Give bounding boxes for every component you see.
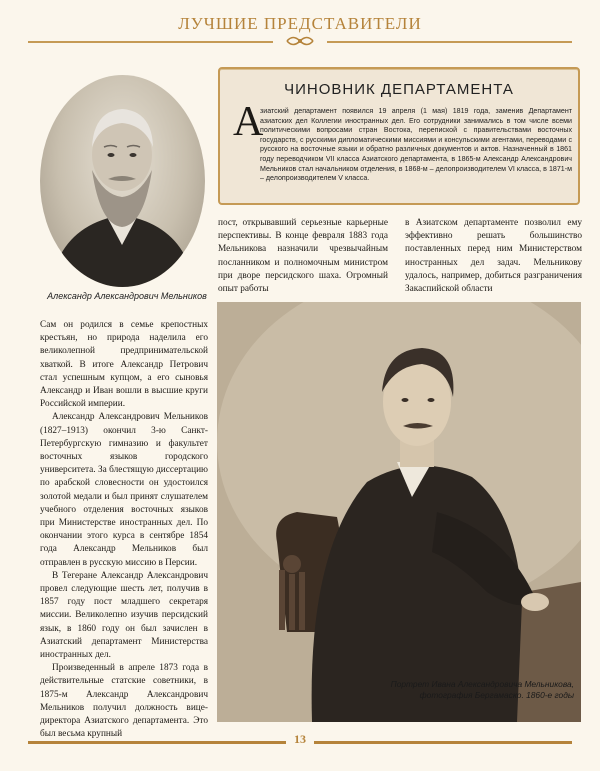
article-column-upper-b: в Азиатском департаменте позволил ему эффективно решать большинство поставленных перед ним Министерством иностранных дел задач. Мельникову удалось, например, добиться разграничения Закаспийской области <box>405 218 582 295</box>
ornament-icon <box>285 33 315 49</box>
portrait-illustration <box>40 75 205 287</box>
paragraph: В Тегеране Александр Александрович провел следующие шесть лет, получив в 1857 году пост младшего секретаря миссии. Великолепно изучив персидский язык, в 1860 году он был зачислен в Азиатский департамент Министерства иностранных дел. <box>40 570 208 661</box>
photo-illustration <box>217 302 581 722</box>
photo-caption-line1: Портрет Ивана Александровича Мельникова, <box>390 679 574 689</box>
paragraph: Сам он родился в семье крепостных крестьян, но природа наделила его великолепной предпринимательской хваткой. В итоге Александр Петрович стал успешным купцом, а его сыновья Александр и Иван вошли в высшие круги Российской империи. <box>40 320 208 410</box>
page-number: 13 <box>294 732 306 746</box>
footer-rule-left <box>28 741 286 744</box>
sidebar-dropcap: А <box>233 99 264 145</box>
footer-rule-right <box>314 741 572 744</box>
paragraph: Произведенный в апреле 1873 года в действительные статские советники, в 1875-м Александр Александрович Мельников получил должность вице-директора Азиатского департамента. Это был весьма крупный <box>40 663 208 740</box>
portrait-photo <box>40 75 205 287</box>
portrait-caption: Александр Александрович Мельников <box>47 291 207 301</box>
header-rule-right <box>327 41 572 43</box>
sidebar-text: зиатский департамент появился 19 апреля (1 мая) 1819 года, заменив Департамент азиатских дел Коллегии иностранных дел. Его сотрудники занимались в том числе всеми политическими вопросами стран Востока, перепиской с правительствами восточных государств, с русскими дипломатическими миссиями и консульскими агентами, переводами с русского на восточные языки и обратно различных документов и актов. Назначенный в 1861 году переводчиком VII класса Азиатского департамента, в 1865-м Александр Александрович Мельников стал начальником отделения, в 1868-м – делопроизводителем VI класса, в 1871-м – делопроизводителем V класса. <box>260 107 572 183</box>
photo-caption-line2: фотография Бергамаско. 1860-е годы <box>419 689 574 700</box>
article-column-left <box>40 319 208 742</box>
sidebar-box <box>218 67 580 205</box>
article-column-upper-a: пост, открывавший серьезные карьерные перспективы. В конце февраля 1883 года Мельникова назначили чрезвычайным посланником и полномочным министром при дворе персидского шаха. Огромный опыт работы <box>218 218 388 295</box>
page-header <box>0 0 600 50</box>
section-title: ЛУЧШИЕ ПРЕДСТАВИТЕЛИ <box>178 14 422 33</box>
photo-caption <box>378 679 574 700</box>
main-photo <box>217 302 581 722</box>
header-rule-left <box>28 41 273 43</box>
paragraph: Александр Александрович Мельников (1827–1913) окончил 3-ю Санкт-Петербургскую гимназию и факультет восточных языков городского университета. За блестящую диссертацию по арабской словесности он удостоился золотой медали и был принят слушателем учебного отделения восточных языков при Министерстве иностранных дел. По окончании этого курса в сентябре 1854 года Александр Мельников был отправлен в русскую миссию в Персии. <box>40 412 208 568</box>
sidebar-title: ЧИНОВНИК ДЕПАРТАМЕНТА <box>284 81 514 98</box>
